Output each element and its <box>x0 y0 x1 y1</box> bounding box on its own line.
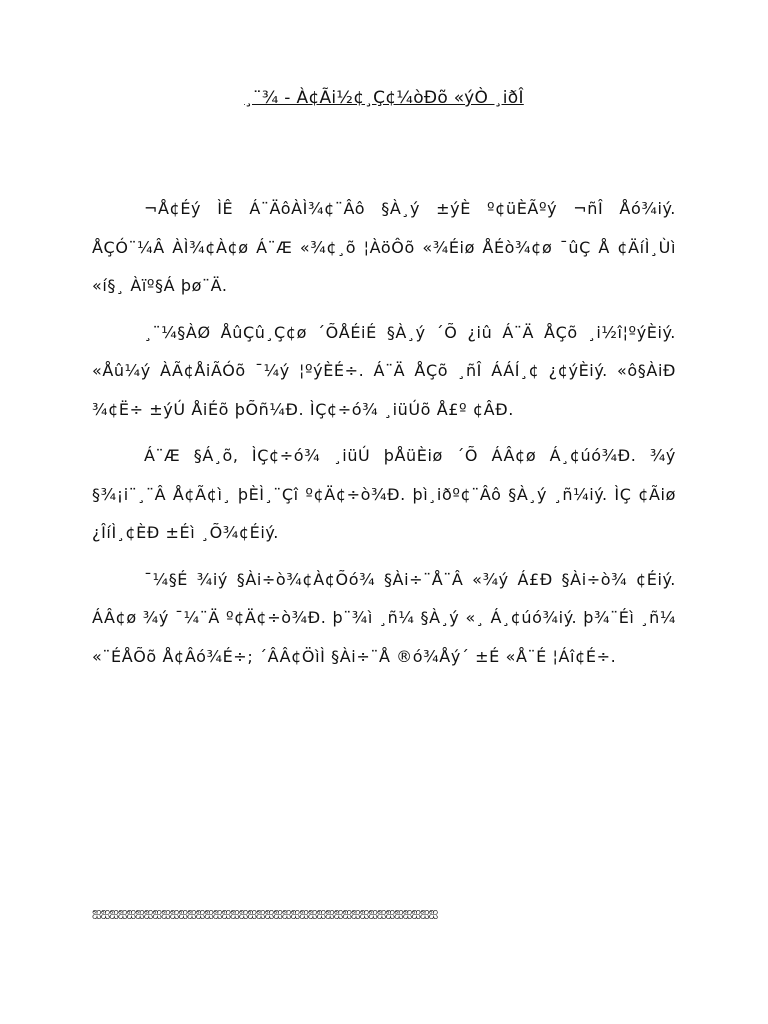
document-footer: ஐஐஐஐஐஐஐஐஐஐஐஐஐஐஐஐஐஐஐஐஐஐஐஐஐஐஐஐஐஐஐஐஐஐஐஐஐஐஐஐ <box>92 905 438 919</box>
paragraph: Á¨Æ §Á¸õ, ÌÇ¢÷ó¾ ¸iüÚ þÅüÈiø ´Õ ÁÂ¢ø Á¸¢úó¾Ð. ¾ý §¾¡i¨¸¨Â Å¢Ã¢ì¸ þÈÌ¸¨Çî º¢Ä¢÷ò¾Ð. þì¸iðº¢¨Âô §À¸ý ¸ñ¼iý. ÌÇ ¢Ãiø ¿ÎíÌ¸¢ÈÐ ±Éì ¸Õ¾¢Éiý. <box>92 446 676 542</box>
paragraph: ¸¨¼§ÀØ ÅûÇû¸Ç¢ø ´ÕÅÉiÉ §À¸ý ´Õ ¿iû Á¨Ä ÅÇõ ¸i½î¦ºýÈiý. «Åû¼ý ÀÃ¢ÅiÃÓõ ¯¼ý ¦ºýÈÉ÷. Á¨Ä ÅÇõ ¸ñÎ ÁÁÍ¸¢ ¿¢ýÈiý. «ô§ÀiÐ ¾¢Ë÷ ±ýÚ ÅiÉõ þÕñ¼Ð. ÌÇ¢÷ó¾ ¸iüÚõ Å£º ¢ÂÐ. <box>92 322 676 419</box>
document-body <box>92 190 676 684</box>
paragraph: ¬Å¢Éý ÌÊ Á¨ÄôÀÌ¾¢¨Âô §À¸ý ±ýÈ º¢üÈÃºý ¬ñÎ Åó¾iý. ÅÇÓ¨¼Â ÀÌ¾¢À¢ø Á¨Æ «¾¢¸õ ¦ÀöÔõ «¾Éiø ÅÉò¾¢ø ¯ûÇ Å ¢ÄíÌ¸Ùì «í§¸ Àïº§Á þø¨Ä. <box>92 199 676 295</box>
paragraph: ¯¼§É ¾iý §Ài÷ò¾¢À¢Õó¾ §Ài÷¨Å¨Â «¾ý Á£Ð §Ài÷ò¾ ¢Éiý. ÁÂ¢ø ¾ý ¯¼¨Ä º¢Ä¢÷ò¾Ð. þ¨¾ì ¸ñ¼ §À¸ý «¸ Á¸¢úó¾iý. þ¾¨Éì ¸ñ¼ «¨ÉÅÕõ Å¢Âó¾É÷; ´ÂÂ¢ÖìÌ §Ài÷¨Å ®ó¾Åý´ ±É «Å¨É ¦Áî¢É÷. <box>92 569 676 666</box>
document-title: ¸¨¾ - À¢Ãi½¢¸Ç¢¼òÐõ «ýÒ ¸iðÎ <box>244 88 524 108</box>
